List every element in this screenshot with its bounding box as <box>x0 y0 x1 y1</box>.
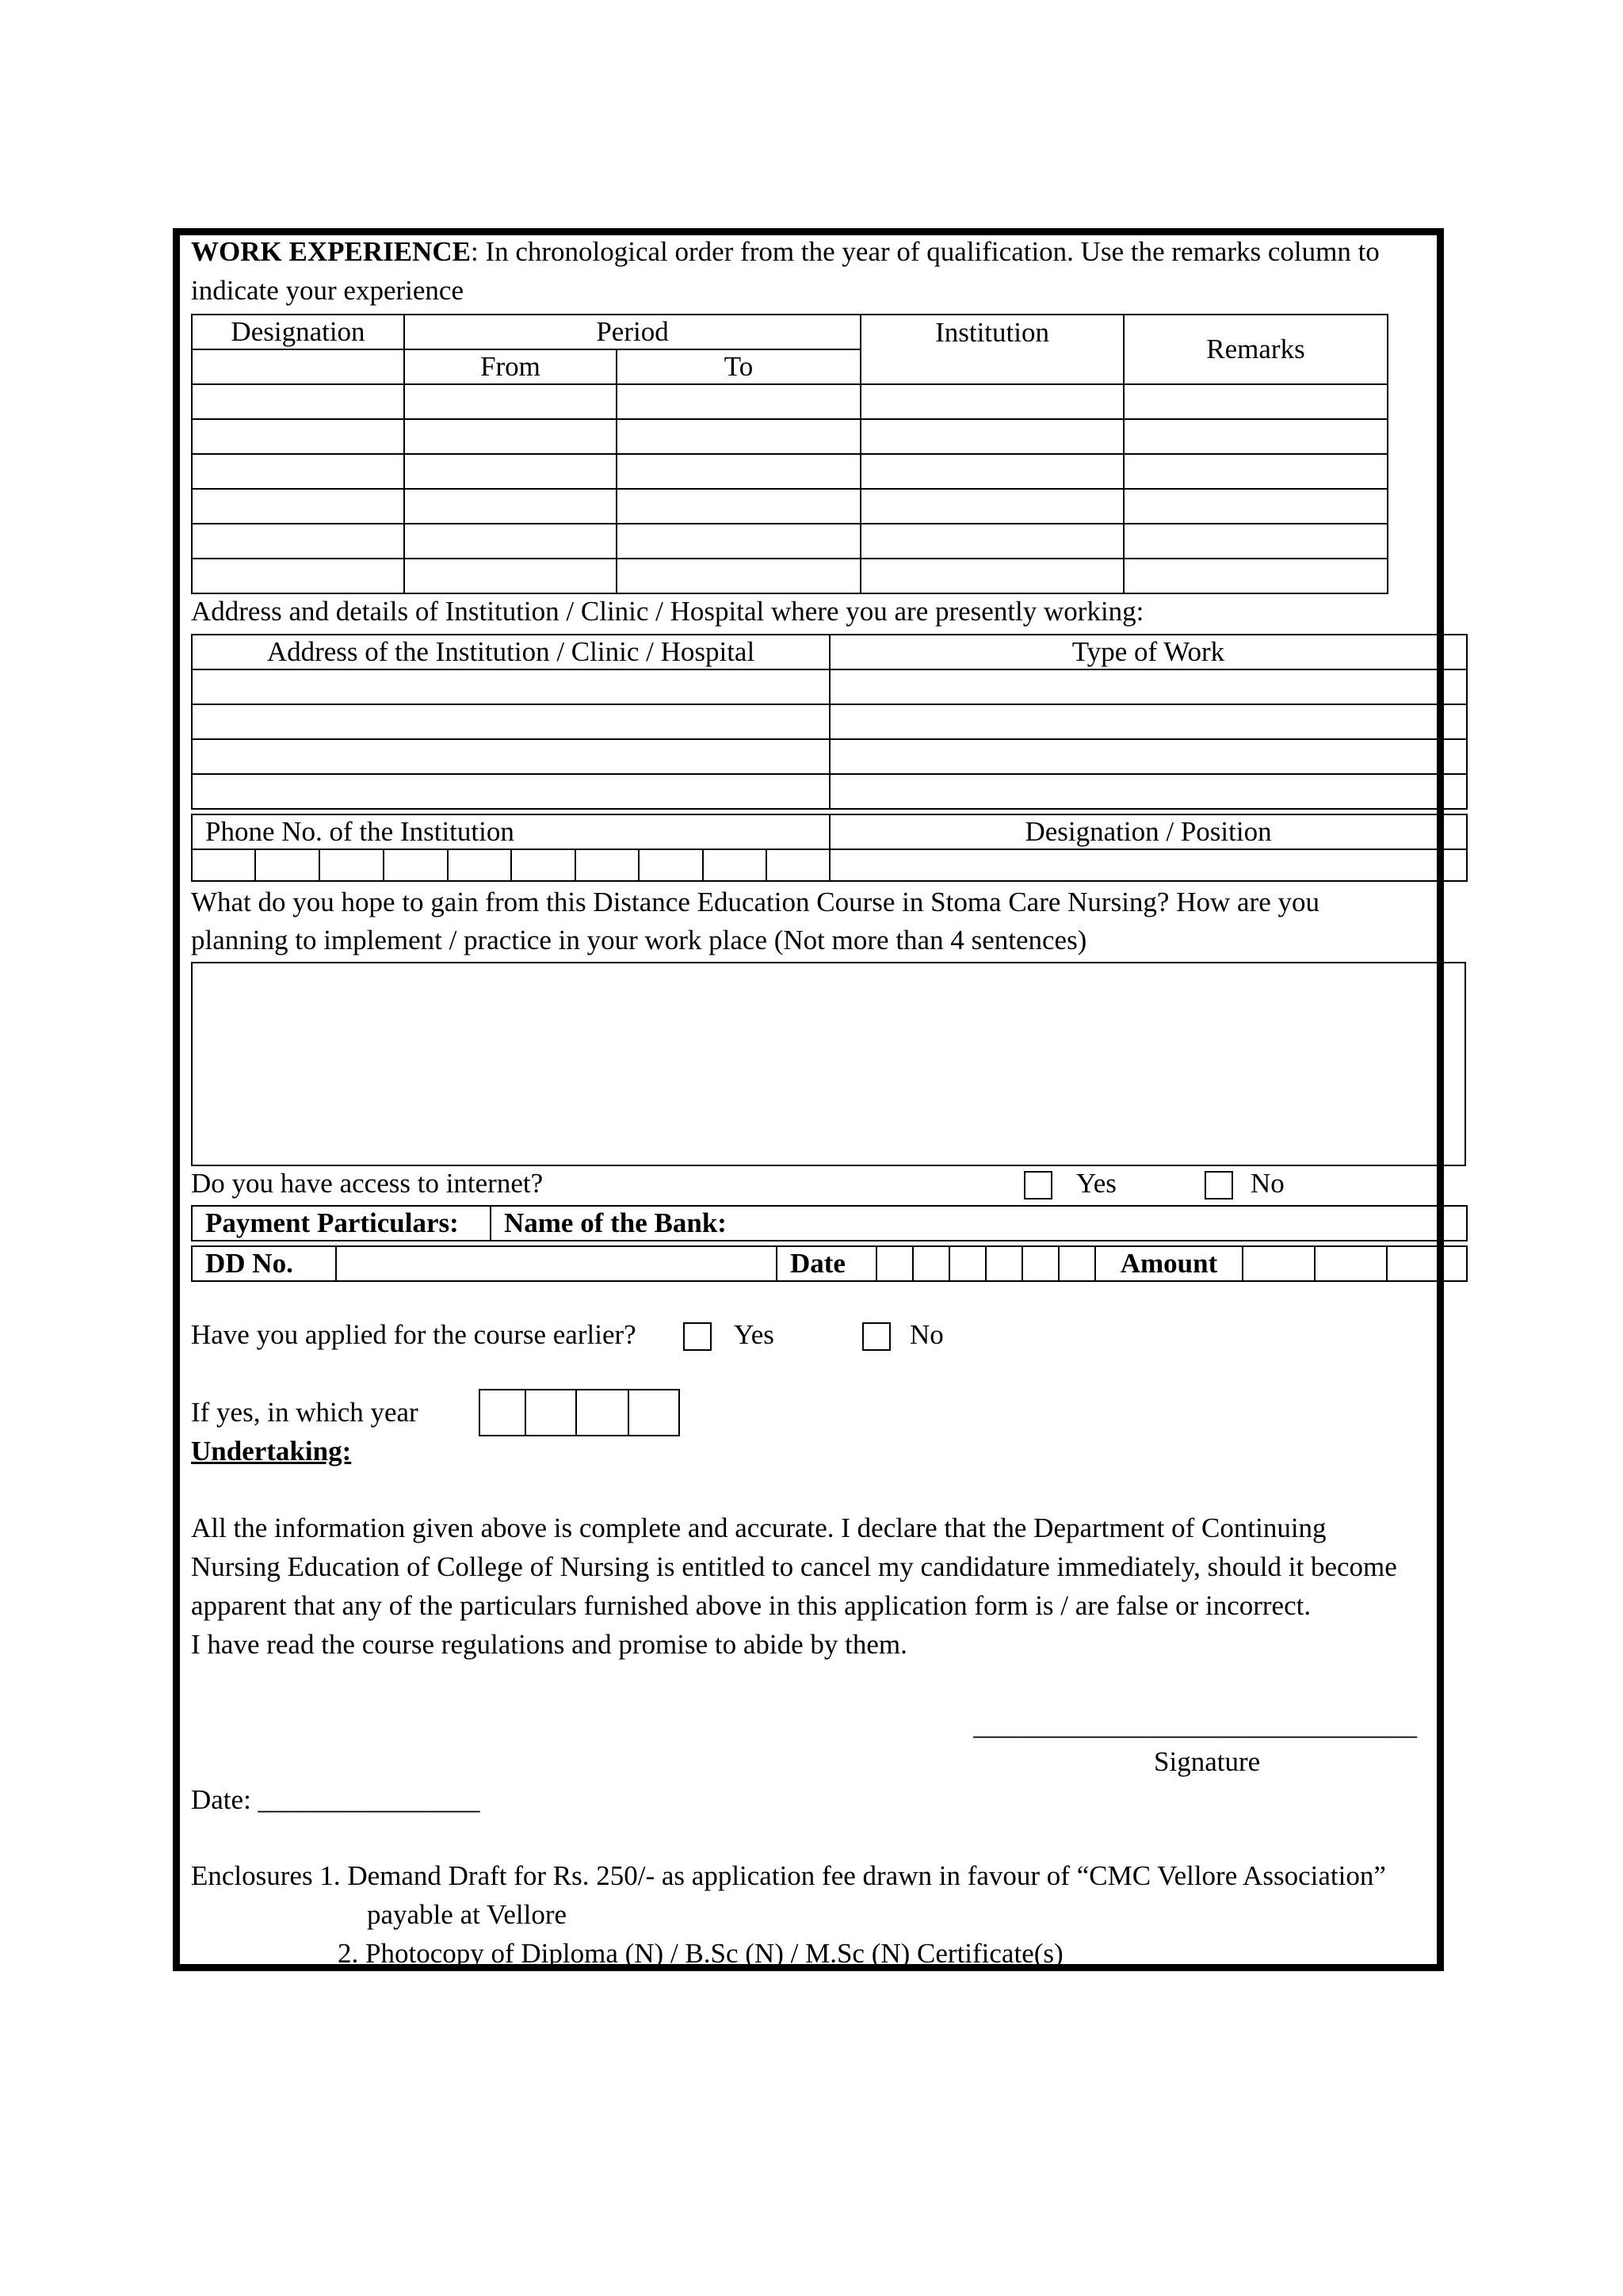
from-cell[interactable] <box>404 384 617 419</box>
undertaking-heading: Undertaking: <box>191 1436 352 1466</box>
phone-digit-box[interactable] <box>384 849 448 881</box>
table-row <box>192 419 1388 454</box>
internet-yes-checkbox[interactable] <box>1024 1171 1052 1199</box>
payment-particulars-label: Payment Particulars: <box>192 1206 491 1241</box>
from-cell[interactable] <box>404 419 617 454</box>
from-header: From <box>404 349 617 384</box>
year-digit-box[interactable] <box>479 1390 525 1436</box>
institution-cell[interactable] <box>861 489 1124 524</box>
institution-cell[interactable] <box>861 454 1124 489</box>
to-cell[interactable] <box>617 559 861 593</box>
hope-question-line2: planning to implement / practice in your work place (Not more than 4 sentences) <box>191 925 1087 955</box>
institution-cell[interactable] <box>861 559 1124 593</box>
applied-question: Have you applied for the course earlier? <box>191 1319 636 1350</box>
amount-box[interactable] <box>1387 1246 1467 1281</box>
phone-digit-box[interactable] <box>766 849 830 881</box>
internet-no-checkbox[interactable] <box>1205 1171 1233 1199</box>
institution-header: Institution <box>861 315 1124 384</box>
dd-no-field[interactable] <box>336 1246 777 1281</box>
present-work-table <box>191 634 1468 810</box>
address-cell[interactable] <box>192 774 830 809</box>
address-cell[interactable] <box>192 704 830 739</box>
internet-yes-label: Yes <box>1076 1168 1117 1199</box>
table-row <box>192 704 1467 739</box>
hope-question-line1: What do you hope to gain from this Distance Education Course in Stoma Care Nursing? How are you <box>191 887 1319 917</box>
table-row <box>192 489 1388 524</box>
to-cell[interactable] <box>617 384 861 419</box>
type-of-work-cell[interactable] <box>830 704 1467 739</box>
designation-header: Designation <box>192 315 404 349</box>
table-row <box>192 669 1467 704</box>
date-digit-box[interactable] <box>1059 1246 1095 1281</box>
applied-year-boxes <box>479 1389 680 1436</box>
table-row <box>192 559 1388 593</box>
institution-cell[interactable] <box>861 419 1124 454</box>
work-experience-intro-text: : In chronological order from the year of qualification. Use the remarks column to <box>470 236 1380 267</box>
to-cell[interactable] <box>617 419 861 454</box>
phone-digit-box[interactable] <box>703 849 766 881</box>
remarks-cell[interactable] <box>1124 524 1388 559</box>
table-row <box>192 739 1467 774</box>
designation-cell[interactable] <box>192 489 404 524</box>
remarks-cell[interactable] <box>1124 384 1388 419</box>
to-cell[interactable] <box>617 524 861 559</box>
year-digit-box[interactable] <box>576 1390 628 1436</box>
internet-no-label: No <box>1251 1168 1285 1199</box>
designation-position-cell[interactable] <box>830 849 1467 881</box>
undertaking-line3: apparent that any of the particulars furnished above in this application form is / are false or incorrect. <box>191 1590 1312 1621</box>
designation-cell[interactable] <box>192 384 404 419</box>
applied-no-checkbox[interactable] <box>862 1322 891 1351</box>
date-digit-box[interactable] <box>913 1246 949 1281</box>
remarks-cell[interactable] <box>1124 419 1388 454</box>
internet-question: Do you have access to internet? <box>191 1168 544 1199</box>
work-experience-heading: WORK EXPERIENCE <box>191 236 471 267</box>
designation-cell[interactable] <box>192 524 404 559</box>
signature-line[interactable]: ________________________________ <box>973 1710 1417 1741</box>
phone-digit-box[interactable] <box>192 849 255 881</box>
work-experience-intro <box>191 233 1380 271</box>
designation-cell[interactable] <box>192 419 404 454</box>
to-cell[interactable] <box>617 454 861 489</box>
dd-no-label: DD No. <box>192 1246 336 1281</box>
table-row <box>192 384 1388 419</box>
to-cell[interactable] <box>617 489 861 524</box>
from-cell[interactable] <box>404 454 617 489</box>
amount-box[interactable] <box>1315 1246 1387 1281</box>
work-experience-intro-line2: indicate your experience <box>191 275 464 306</box>
applied-yes-checkbox[interactable] <box>683 1322 712 1351</box>
applied-yes-label: Yes <box>734 1319 774 1350</box>
from-cell[interactable] <box>404 559 617 593</box>
designation-cell[interactable] <box>192 559 404 593</box>
applied-no-label: No <box>910 1319 944 1350</box>
address-cell[interactable] <box>192 669 830 704</box>
designation-cell[interactable] <box>192 454 404 489</box>
phone-digit-box[interactable] <box>639 849 703 881</box>
type-of-work-cell[interactable] <box>830 739 1467 774</box>
date-digit-box[interactable] <box>986 1246 1022 1281</box>
date-digit-box[interactable] <box>949 1246 986 1281</box>
enclosures-line3: 2. Photocopy of Diploma (N) / B.Sc (N) / M.Sc (N) Certificate(s) <box>338 1938 1064 1969</box>
remarks-cell[interactable] <box>1124 489 1388 524</box>
amount-label: Amount <box>1095 1246 1243 1281</box>
year-digit-box[interactable] <box>628 1390 679 1436</box>
bank-name-field[interactable]: Name of the Bank: <box>491 1206 1467 1241</box>
phone-digit-box[interactable] <box>575 849 639 881</box>
from-cell[interactable] <box>404 524 617 559</box>
address-cell[interactable] <box>192 739 830 774</box>
date-field[interactable]: Date: ________________ <box>191 1784 480 1815</box>
hope-answer-box[interactable] <box>191 962 1466 1166</box>
payment-bank-table <box>191 1205 1468 1241</box>
designation-subheader-cell <box>192 349 404 384</box>
payment-dd-table <box>191 1245 1468 1282</box>
type-of-work-cell[interactable] <box>830 774 1467 809</box>
type-of-work-cell[interactable] <box>830 669 1467 704</box>
undertaking-line4: I have read the course regulations and promise to abide by them. <box>191 1629 907 1660</box>
date-digit-box[interactable] <box>876 1246 913 1281</box>
institution-cell[interactable] <box>861 524 1124 559</box>
table-row <box>192 774 1467 809</box>
present-work-intro: Address and details of Institution / Clinic / Hospital where you are presently working: <box>191 596 1144 627</box>
from-cell[interactable] <box>404 489 617 524</box>
remarks-cell[interactable] <box>1124 454 1388 489</box>
remarks-cell[interactable] <box>1124 559 1388 593</box>
work-experience-table <box>191 314 1388 594</box>
enclosures-line1: Enclosures 1. Demand Draft for Rs. 250/- as application fee drawn in favour of “CMC Vellore Association” <box>191 1860 1386 1891</box>
signature-label: Signature <box>1154 1746 1261 1777</box>
designation-position-header: Designation / Position <box>830 814 1467 849</box>
date-digit-box[interactable] <box>1022 1246 1059 1281</box>
table-row <box>192 454 1388 489</box>
period-header: Period <box>404 315 861 349</box>
to-header: To <box>617 349 861 384</box>
address-header: Address of the Institution / Clinic / Hospital <box>192 635 830 669</box>
amount-box[interactable] <box>1243 1246 1315 1281</box>
phone-digit-box[interactable] <box>255 849 319 881</box>
phone-digit-box[interactable] <box>511 849 575 881</box>
year-digit-box[interactable] <box>525 1390 576 1436</box>
phone-digit-box[interactable] <box>319 849 384 881</box>
type-of-work-header: Type of Work <box>830 635 1467 669</box>
table-row <box>192 524 1388 559</box>
phone-designation-table <box>191 814 1468 882</box>
phone-digit-box[interactable] <box>448 849 511 881</box>
remarks-header: Remarks <box>1124 315 1388 384</box>
phone-header: Phone No. of the Institution <box>192 814 830 849</box>
enclosures-line2: payable at Vellore <box>367 1899 567 1930</box>
undertaking-line1: All the information given above is complete and accurate. I declare that the Department of Continuing <box>191 1512 1327 1543</box>
applied-year-label: If yes, in which year <box>191 1397 418 1428</box>
date-label: Date <box>777 1246 876 1281</box>
institution-cell[interactable] <box>861 384 1124 419</box>
undertaking-line2: Nursing Education of College of Nursing is entitled to cancel my candidature immediately, should it become <box>191 1551 1397 1582</box>
